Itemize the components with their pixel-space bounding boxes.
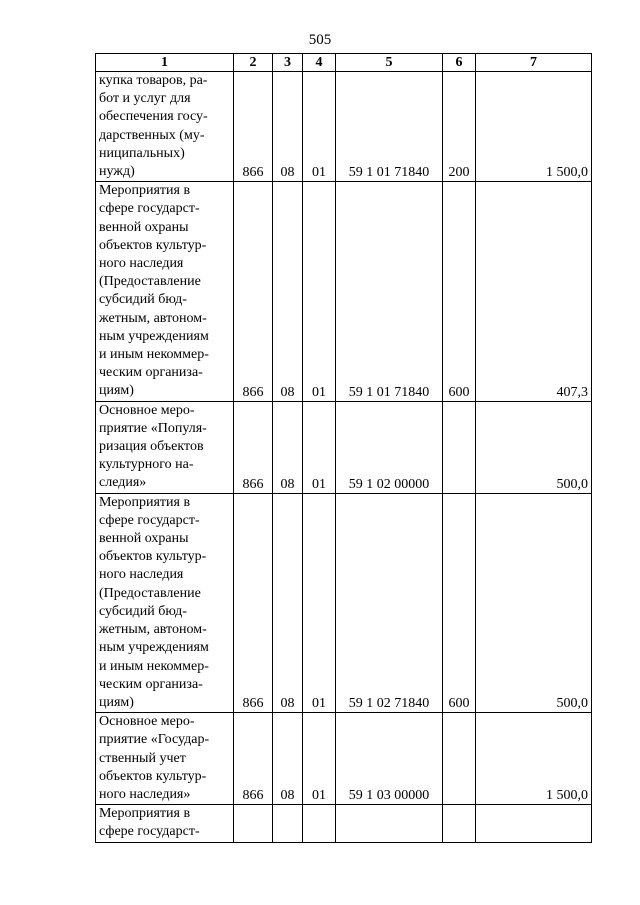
row-name-line: объектов культур- bbox=[99, 237, 207, 253]
expense-type-cell: 600 bbox=[443, 493, 476, 712]
row-name-line: сфере государст- bbox=[99, 201, 200, 217]
section-code-cell bbox=[273, 805, 303, 842]
row-name-line: Мероприятия в bbox=[99, 494, 191, 510]
table-row bbox=[96, 713, 592, 805]
row-name-line: ческим организа- bbox=[99, 676, 203, 692]
target-article-cell: 59 1 03 00000 bbox=[336, 713, 443, 805]
row-name-cell bbox=[96, 401, 234, 493]
row-name-line: сфере государст- bbox=[99, 824, 200, 840]
row-name-line: субсидий бюд- bbox=[99, 603, 187, 619]
row-name-cell bbox=[96, 182, 234, 401]
row-name-line: приятие «Популя- bbox=[99, 420, 207, 436]
amount-cell: 1 500,0 bbox=[476, 713, 592, 805]
row-name-line: обеспечения госу- bbox=[99, 109, 208, 125]
row-name-line: и иным некоммер- bbox=[99, 347, 209, 363]
table-row bbox=[96, 805, 592, 842]
target-article-cell: 59 1 02 71840 bbox=[336, 493, 443, 712]
row-name-cell bbox=[96, 493, 234, 712]
amount-cell: 1 500,0 bbox=[476, 72, 592, 182]
target-article-cell: 59 1 02 00000 bbox=[336, 401, 443, 493]
subsection-code-cell: 01 bbox=[303, 713, 336, 805]
department-code-cell: 866 bbox=[234, 182, 273, 401]
subsection-code-cell: 01 bbox=[303, 182, 336, 401]
expense-type-cell bbox=[443, 805, 476, 842]
table-row bbox=[96, 493, 592, 712]
table-row bbox=[96, 182, 592, 401]
row-name-cell bbox=[96, 713, 234, 805]
column-header-7: 7 bbox=[476, 54, 592, 72]
row-name-line: циям) bbox=[99, 694, 134, 710]
column-header-6: 6 bbox=[443, 54, 476, 72]
subsection-code-cell bbox=[303, 805, 336, 842]
row-name-line: циям) bbox=[99, 383, 134, 399]
section-code-cell: 08 bbox=[273, 401, 303, 493]
row-name-line: венной охраны bbox=[99, 219, 189, 235]
target-article-cell: 59 1 01 71840 bbox=[336, 182, 443, 401]
row-name-line: нужд) bbox=[99, 164, 135, 180]
row-name-line: дарственных (му- bbox=[99, 127, 205, 143]
row-name-line: следия» bbox=[99, 475, 147, 491]
target-article-cell bbox=[336, 805, 443, 842]
column-header-5: 5 bbox=[336, 54, 443, 72]
column-header-4: 4 bbox=[303, 54, 336, 72]
row-name-line: культурного на- bbox=[99, 457, 194, 473]
row-name-line: ного наследия bbox=[99, 256, 184, 272]
section-code-cell: 08 bbox=[273, 182, 303, 401]
section-code-cell: 08 bbox=[273, 72, 303, 182]
department-code-cell: 866 bbox=[234, 493, 273, 712]
column-header-1: 1 bbox=[96, 54, 234, 72]
row-name-line: жетным, автоном- bbox=[99, 310, 207, 326]
row-name-line: венной охраны bbox=[99, 531, 189, 547]
row-name-line: жетным, автоном- bbox=[99, 622, 207, 638]
department-code-cell: 866 bbox=[234, 72, 273, 182]
row-name-line: объектов культур- bbox=[99, 768, 207, 784]
page-number: 505 bbox=[308, 32, 332, 48]
expense-type-cell bbox=[443, 401, 476, 493]
row-name-line: Основное меро- bbox=[99, 714, 195, 730]
row-name-line: ного наследия bbox=[99, 567, 184, 583]
column-header-2: 2 bbox=[234, 54, 273, 72]
department-code-cell bbox=[234, 805, 273, 842]
amount-cell: 407,3 bbox=[476, 182, 592, 401]
row-name-line: купка товаров, ра- bbox=[99, 73, 208, 88]
table-row bbox=[96, 72, 592, 182]
row-name-line: ниципальных) bbox=[99, 145, 185, 161]
subsection-code-cell: 01 bbox=[303, 72, 336, 182]
column-header-3: 3 bbox=[273, 54, 303, 72]
row-name-line: объектов культур- bbox=[99, 549, 207, 565]
expense-type-cell: 600 bbox=[443, 182, 476, 401]
row-name-line: ственный учет bbox=[99, 750, 186, 766]
row-name-line: (Предоставление bbox=[99, 274, 201, 290]
amount-cell: 500,0 bbox=[476, 493, 592, 712]
amount-cell bbox=[476, 805, 592, 842]
row-name-line: ческим организа- bbox=[99, 365, 203, 381]
section-code-cell: 08 bbox=[273, 493, 303, 712]
department-code-cell: 866 bbox=[234, 401, 273, 493]
row-name-line: приятие «Госудаp- bbox=[99, 732, 210, 748]
row-name-line: Мероприятия в bbox=[99, 806, 191, 822]
row-name-line: бот и услуг для bbox=[99, 91, 191, 107]
row-name-cell bbox=[96, 805, 234, 842]
row-name-line: Мероприятия в bbox=[99, 183, 191, 199]
department-code-cell: 866 bbox=[234, 713, 273, 805]
expense-type-cell: 200 bbox=[443, 72, 476, 182]
budget-table bbox=[95, 53, 592, 843]
table-body bbox=[96, 72, 592, 843]
expense-type-cell bbox=[443, 713, 476, 805]
amount-cell: 500,0 bbox=[476, 401, 592, 493]
header-row bbox=[96, 54, 592, 72]
row-name-line: и иным некоммер- bbox=[99, 658, 209, 674]
row-name-line: субсидий бюд- bbox=[99, 292, 187, 308]
subsection-code-cell: 01 bbox=[303, 401, 336, 493]
row-name-line: Основное меро- bbox=[99, 402, 195, 418]
row-name-line: сфере государст- bbox=[99, 512, 200, 528]
section-code-cell: 08 bbox=[273, 713, 303, 805]
target-article-cell: 59 1 01 71840 bbox=[336, 72, 443, 182]
row-name-line: ным учреждениям bbox=[99, 640, 209, 656]
row-name-cell bbox=[96, 72, 234, 182]
row-name-line: ризация объектов bbox=[99, 439, 204, 455]
row-name-line: ного наследия» bbox=[99, 786, 191, 802]
row-name-line: ным учреждениям bbox=[99, 328, 209, 344]
row-name-line: (Предоставление bbox=[99, 585, 201, 601]
subsection-code-cell: 01 bbox=[303, 493, 336, 712]
table-row bbox=[96, 401, 592, 493]
